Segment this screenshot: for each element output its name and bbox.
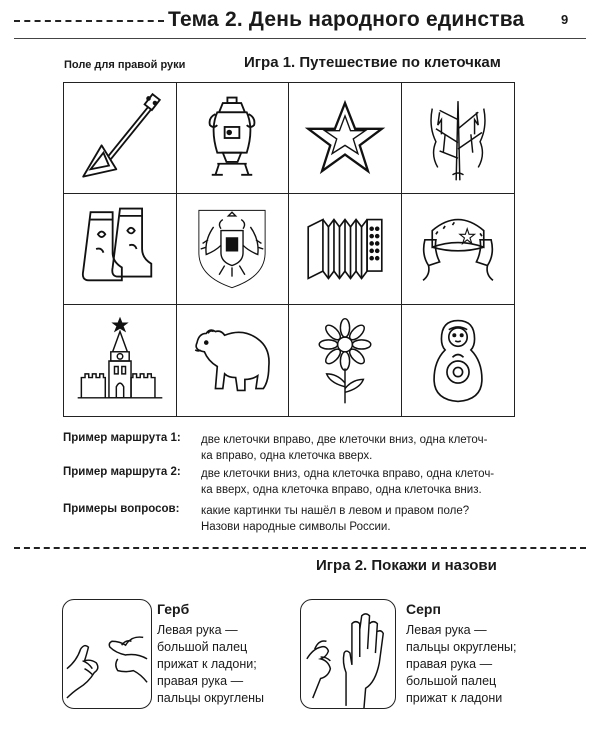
serp-description — [406, 622, 517, 707]
serp-hands-picture — [300, 599, 396, 709]
route1-label: Пример маршрута 1: — [63, 432, 181, 444]
header-rule — [14, 38, 586, 39]
route1-text — [201, 432, 531, 464]
ushanka-hat-icon — [412, 203, 504, 295]
grid-cell[interactable] — [64, 83, 177, 194]
grid-cell[interactable] — [64, 194, 177, 305]
grid-cell[interactable] — [402, 83, 515, 194]
serp-line3: правая рука — — [406, 657, 493, 671]
route1-line1: две клеточки вправо, две клеточки вниз, одна клеточ- — [201, 434, 488, 446]
picture-grid — [63, 82, 515, 417]
gerb-line2: большой палец — [157, 640, 248, 654]
grid-cell[interactable] — [177, 194, 290, 305]
route1-line2: ка вправо, одна клеточка вверх. — [201, 450, 373, 462]
serp-line2: пальцы округлены; — [406, 640, 517, 654]
header-dash-left — [14, 20, 164, 22]
gerb-title: Герб — [157, 601, 190, 617]
grid-cell[interactable] — [289, 194, 402, 305]
grid-cell[interactable] — [289, 305, 402, 416]
matryoshka-icon — [412, 315, 504, 407]
samovar-icon — [186, 92, 278, 184]
route2-line2: ка вверх, одна клеточка вправо, одна клеточка вниз. — [201, 484, 482, 496]
questions-line1: какие картинки ты нашёл в левом и правом поле? — [201, 505, 470, 517]
gerb-line3: прижат к ладони; — [157, 657, 257, 671]
section-divider — [14, 547, 586, 549]
gerb-description — [157, 622, 264, 707]
route2-line1: две клеточки вниз, одна клеточка вправо, одна клеточ- — [201, 468, 495, 480]
grid-cell[interactable] — [289, 83, 402, 194]
serp-line1: Левая рука — — [406, 623, 487, 637]
questions-label: Примеры вопросов: — [63, 503, 180, 515]
gerb-line1: Левая рука — — [157, 623, 238, 637]
coat-of-arms-icon — [186, 203, 278, 295]
star-icon — [299, 92, 391, 184]
serp-line5: прижат к ладони — [406, 691, 503, 705]
chamomile-flower-icon — [299, 315, 391, 407]
game2-title: Игра 2. Покажи и назови — [316, 557, 497, 574]
balalaika-icon — [74, 92, 166, 184]
grid-cell[interactable] — [177, 83, 290, 194]
hands-gesture-icon — [301, 600, 395, 708]
page-number: 9 — [561, 12, 569, 27]
serp-line4: большой палец — [406, 674, 497, 688]
questions-line2: Назови народные символы России. — [201, 521, 391, 533]
page-title: Тема 2. День народного единства — [168, 8, 525, 31]
kremlin-tower-icon — [74, 315, 166, 407]
grid-cell[interactable] — [64, 305, 177, 416]
accordion-icon — [299, 203, 391, 295]
route2-text — [201, 466, 531, 498]
questions-text — [201, 503, 531, 535]
valenki-icon — [74, 203, 166, 295]
game1-title: Игра 1. Путешествие по клеточкам — [244, 54, 501, 71]
grid-cell[interactable] — [177, 305, 290, 416]
right-hand-field-label: Поле для правой руки — [64, 59, 186, 71]
serp-title: Серп — [406, 601, 441, 617]
birch-tree-icon — [412, 92, 504, 184]
hands-gesture-icon — [63, 600, 151, 708]
bear-icon — [186, 315, 278, 407]
grid-cell[interactable] — [402, 194, 515, 305]
gerb-line5: пальцы округлены — [157, 691, 265, 705]
gerb-hands-picture — [62, 599, 152, 709]
grid-cell[interactable] — [402, 305, 515, 416]
route2-label: Пример маршрута 2: — [63, 466, 181, 478]
gerb-line4: правая рука — — [157, 674, 244, 688]
